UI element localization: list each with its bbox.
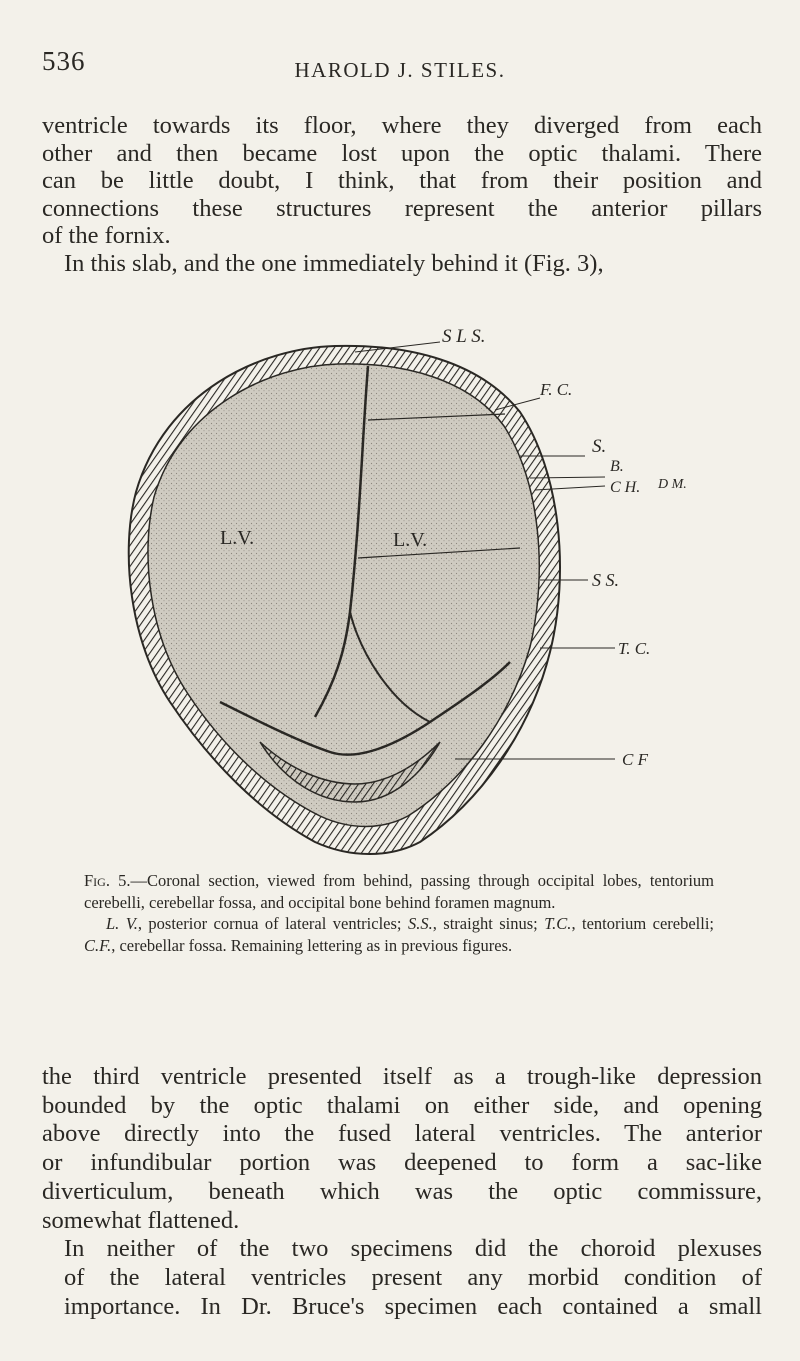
caption-key <box>84 913 714 956</box>
top-text-block <box>42 112 762 277</box>
text-line: In this slab, and the one immediately behind it (Fig. 3), <box>64 249 604 277</box>
text-line: the third ventricle presented itself as a trough-like depression <box>42 1063 762 1090</box>
abbr-ss: S.S. <box>407 914 433 933</box>
label-ch: C H. <box>610 479 641 496</box>
text-line: connections these structures represent the anterior pillars <box>42 194 762 222</box>
label-cf: C F <box>622 750 648 769</box>
paragraph <box>42 112 762 250</box>
key-cf-text: , cerebellar fossa. Remaining lettering as in previous figures. <box>111 935 513 955</box>
label-lv-right: L.V. <box>393 529 428 551</box>
text-line: other and then became lost upon the optic thalami. There <box>42 139 762 167</box>
page-number: 536 <box>42 46 86 76</box>
text-line: above directly into the fused lateral ventricles. The anterior <box>42 1120 762 1148</box>
paragraph <box>42 1063 762 1235</box>
label-dm: D M. <box>658 477 687 492</box>
abbr-lv: L. V. <box>106 914 138 933</box>
running-head: HAROLD J. STILES. <box>294 58 506 82</box>
text-line: of the fornix. <box>42 222 171 249</box>
anatomical-figure <box>110 322 750 862</box>
label-b: B. <box>610 458 624 475</box>
text-line: In neither of the two specimens did the choroid plexuses <box>64 1235 762 1263</box>
key-tc-text: , tentorium cerebelli; <box>571 914 715 933</box>
text-line: or infundibular portion was deepened to form a sac-like <box>42 1149 762 1177</box>
figure-number: Fig. 5. <box>84 871 131 890</box>
text-line: bounded by the optic thalami on either side, and opening <box>42 1091 762 1119</box>
bottom-text-block <box>42 1063 762 1321</box>
key-lv-text: , posterior cornua of lateral ventricles; <box>137 914 402 933</box>
text-line: diverticulum, beneath which was the optic commissure, <box>42 1177 762 1205</box>
text-line: somewhat flattened. <box>42 1206 240 1234</box>
abbr-cf: C.F. <box>84 935 112 955</box>
text-line: ventricle towards its floor, where they diverged from each <box>42 112 762 139</box>
coronal-section-drawing <box>110 322 750 862</box>
caption-text: —Coronal section, viewed from behind, passing through occipital lobes, tentorium cerebelli, cerebellar fossa, and occipital bone behind foramen magnum. <box>84 871 714 912</box>
label-tc: T. C. <box>618 639 651 658</box>
abbr-tc: T.C. <box>544 914 572 933</box>
text-line: importance. In Dr. Bruce's specimen each contained a small <box>64 1292 762 1320</box>
label-s: S. <box>592 436 607 457</box>
label-sls: S L S. <box>442 326 486 347</box>
text-line: of the lateral ventricles present any morbid condition of <box>64 1263 762 1291</box>
paragraph <box>42 1235 762 1321</box>
label-lv-left: L.V. <box>220 527 255 549</box>
paragraph <box>42 250 762 278</box>
key-ss-text: , straight sinus; <box>432 914 538 933</box>
text-line: can be little doubt, I think, that from their position and <box>42 167 762 194</box>
figure-caption <box>84 870 714 956</box>
label-fc: F. C. <box>540 380 573 399</box>
label-ss: S S. <box>592 570 619 590</box>
caption-description <box>84 870 714 913</box>
